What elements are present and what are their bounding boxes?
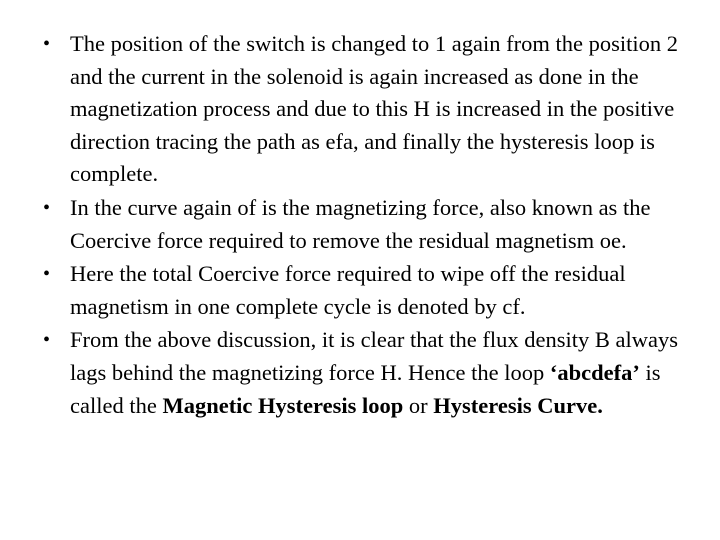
term-bold: Hysteresis Curve. bbox=[433, 392, 603, 418]
loop-name-bold: ‘abcdefa’ bbox=[549, 359, 640, 385]
bullet-text: Here the total Coercive force required to wipe off the residual magnetism in one complete cycle is denoted by cf. bbox=[70, 261, 626, 319]
bullet-marker: • bbox=[43, 329, 51, 352]
bullet-text-part: or bbox=[403, 392, 434, 418]
bullet-text-part: From the above discussion, it is clear that the flux density B always lags behind the magnetizing force H. Hence the loop bbox=[70, 327, 679, 385]
bullet-marker: • bbox=[43, 263, 51, 286]
bullet-item bbox=[45, 28, 695, 191]
bullet-item bbox=[45, 258, 695, 323]
bullet-text: In the curve again of is the magnetizing force, also known as the Coercive force required to remove the residual magnetism oe. bbox=[70, 194, 651, 253]
bullet-item bbox=[45, 324, 695, 422]
bullet-marker: • bbox=[43, 196, 51, 219]
term-bold: Magnetic Hysteresis loop bbox=[162, 392, 404, 418]
bullet-text-part: is called the bbox=[70, 359, 661, 418]
bullet-text: The position of the switch is changed to 1 again from the position 2 and the current in the solenoid is again increased as done in the magnetization process and due to this H is increased in the positive direction tracing the path as efa, and finally the hysteresis loop is complete. bbox=[70, 31, 679, 187]
bullet-item bbox=[45, 192, 695, 257]
bullet-list bbox=[45, 28, 695, 423]
bullet-marker: • bbox=[43, 33, 51, 55]
